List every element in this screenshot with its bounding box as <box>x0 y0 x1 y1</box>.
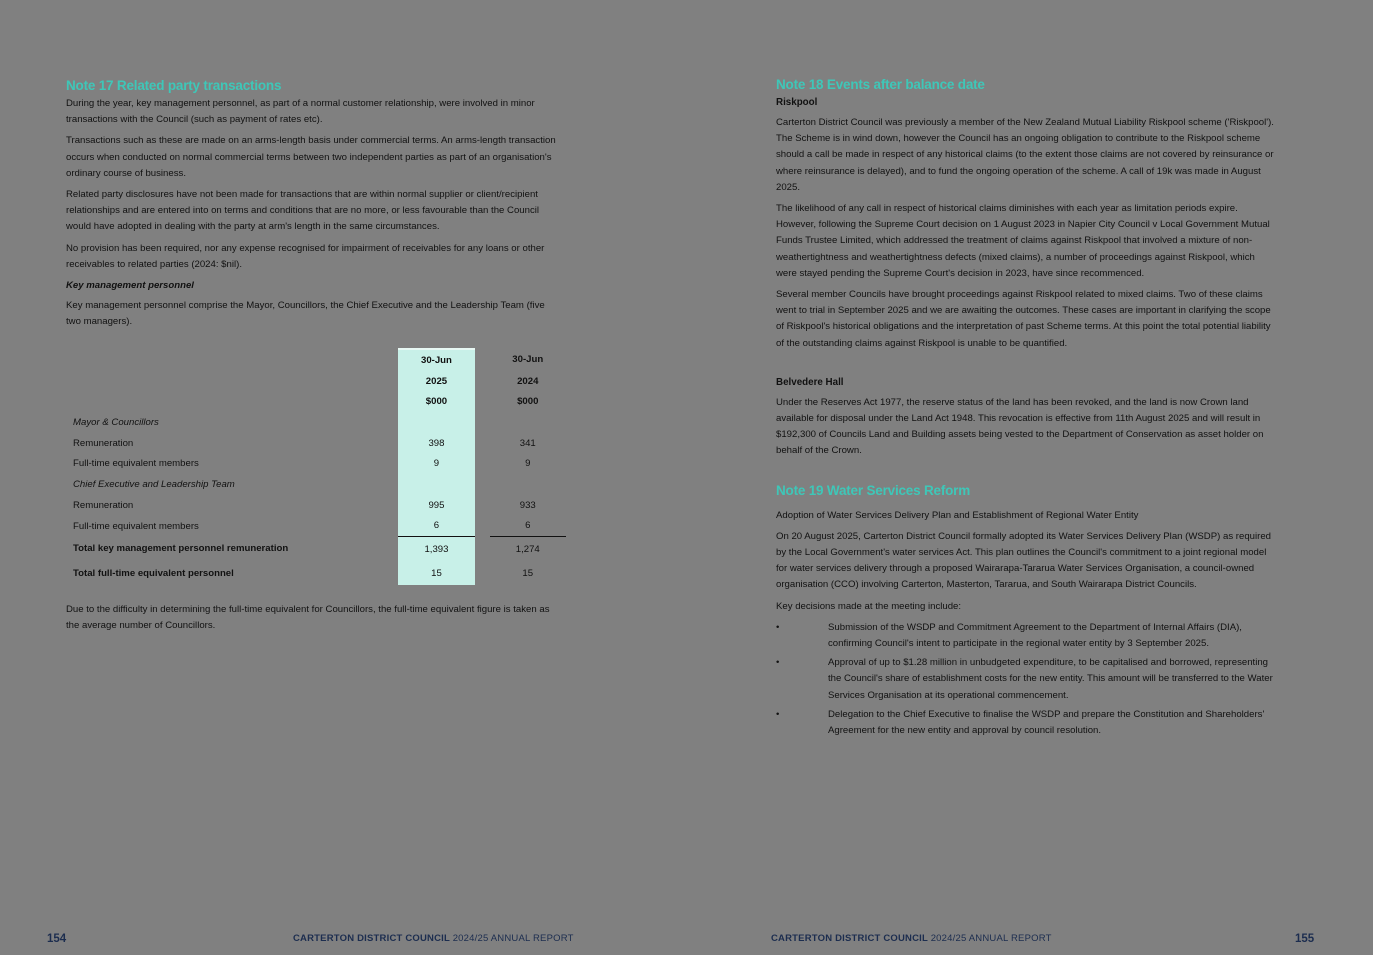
header-2024-date: 30-Jun <box>512 354 544 366</box>
belvedere-heading: Belvedere Hall <box>776 376 844 388</box>
riskpool-paragraph: Carterton District Council was previously a member of the New Zealand Mutual Liability Riskpool scheme ('Riskpool'). The Scheme is in wind down, however the Council has an ongoing obligation to contribute to the Riskpool scheme should a call be made in respect of any historical claims (to the extent those claims are not covered by reinsurance or where reinsurance is delayed), and to fund the ongoing operation of the scheme. A call of 19k was made in August 2025. <box>776 117 1274 193</box>
header-2024-unit: $000 <box>517 396 539 408</box>
table-header-row <box>66 391 566 412</box>
table-total-row <box>66 561 566 585</box>
table-row <box>66 474 566 495</box>
header-2025-year: 2025 <box>398 371 474 392</box>
riskpool-heading: Riskpool <box>776 97 818 108</box>
value-2025: 6 <box>398 516 474 537</box>
note17-paragraph: No provision has been required, nor any expense recognised for impairment of receivables for any loans or other receivables to related parties (2024: $nil). <box>66 242 545 270</box>
table-row <box>66 495 566 516</box>
total-label: Total full-time equivalent personnel <box>73 567 234 579</box>
total-2025: 15 <box>398 561 474 585</box>
note17-paragraph: During the year, key management personnel, as part of a normal customer relationship, were involved in minor transactions with the Council (such as payment of rates etc). <box>66 98 535 126</box>
table-row <box>66 516 566 537</box>
total-2024: 15 <box>522 567 534 579</box>
footer-report: 2024/25 ANNUAL REPORT <box>930 933 1052 944</box>
note17-section <box>66 78 556 335</box>
table-row <box>66 412 566 433</box>
value-2025: 9 <box>398 453 474 474</box>
bullet-icon: • <box>776 657 780 669</box>
row-label: Chief Executive and Leadership Team <box>73 478 235 490</box>
right-page-number: 155 <box>1295 933 1315 945</box>
row-label: Full-time equivalent members <box>73 520 199 532</box>
riskpool-paragraph: The likelihood of any call in respect of historical claims diminishes with each year as limitation periods expire. However, following the Supreme Court decision on 1 August 2023 in Napier City Council v Local Government Mutual Funds Trustee Limited, which addressed the treatment of claims against Riskpool that involved a mixture of non-weathertightness and weathertightness defects (mixed claims), a number of proceedings against Riskpool, which were stayed pending the Supreme Court's decision in 2023, have since recommenced. <box>776 203 1270 279</box>
table-row <box>66 453 566 474</box>
row-label: Remuneration <box>73 499 134 511</box>
right-content <box>776 77 1276 742</box>
total-2024: 1,274 <box>490 537 566 562</box>
header-2025-date: 30-Jun <box>398 349 474 371</box>
left-footer-title <box>293 933 574 944</box>
right-page <box>686 0 1373 955</box>
kmp-table <box>66 348 566 585</box>
bullet-icon: • <box>776 708 780 720</box>
footer-org: CARTERTON DISTRICT COUNCIL <box>293 933 450 944</box>
value-2024: 341 <box>519 437 536 449</box>
table-total-row <box>66 537 566 562</box>
value-2025 <box>398 412 474 433</box>
value-2025: 995 <box>398 495 474 516</box>
row-label: Remuneration <box>73 437 134 449</box>
note19-subheading: Adoption of Water Services Delivery Plan and Establishment of Regional Water Entity <box>776 509 1139 521</box>
note17-paragraph: Related party disclosures have not been made for transactions that are within normal supplier or client/recipient relationships and are entered into on terms and conditions that are no more, or less favourable than the Council would have adopted in dealing with the party at arm's length in the same circumstances. <box>66 189 540 233</box>
right-footer-title <box>771 933 1052 944</box>
value-2024 <box>490 474 566 495</box>
value-2024: 6 <box>525 520 531 532</box>
left-page-number: 154 <box>47 933 67 945</box>
note17-title: Note 17 Related party transactions <box>66 78 282 93</box>
note18-title: Note 18 Events after balance date <box>776 77 985 92</box>
table-row <box>66 433 566 454</box>
value-2024 <box>490 412 566 433</box>
note19-paragraph: On 20 August 2025, Carterton District Council formally adopted its Water Services Delivery Plan (WSDP) as required by the Local Government's water services Act. This plan outlines the Council's commitment to a joint regional model for water services delivery through a proposed Wairarapa-Tararua Water Services Organisation, a council-owned organisation (CCO) involving Carterton, Masterton, Tararua, and South Wairarapa District Councils. <box>776 530 1271 591</box>
value-2024: 9 <box>525 458 531 470</box>
header-2024-year: 2024 <box>517 375 539 387</box>
table-header-row <box>66 349 566 371</box>
row-label: Full-time equivalent members <box>73 458 199 470</box>
row-label: Mayor & Councillors <box>73 416 159 428</box>
bullet-icon: • <box>776 621 780 633</box>
kmp-text: Key management personnel comprise the Mayor, Councillors, the Chief Executive and the Leadership Team (five two managers). <box>66 300 545 328</box>
fte-footnote: Due to the difficulty in determining the full-time equivalent for Councillors, the full-time equivalent figure is taken as the average number of Councillors. <box>66 604 550 632</box>
total-2025: 1,393 <box>398 537 474 562</box>
list-item: • Delegation to the Chief Executive to finalise the WSDP and prepare the Constitution and Shareholders' Agreement for the new entity and approval by council resolution. <box>776 708 1265 737</box>
kmp-heading: Key management personnel <box>66 280 194 292</box>
value-2024: 933 <box>519 499 536 511</box>
total-label: Total key management personnel remuneration <box>73 543 289 555</box>
list-item: • Approval of up to $1.28 million in unbudgeted expenditure, to be capitalised and borrowed, representing the Council's share of establishment costs for the new entity. This amount will be transferred to the Water Services Organisation at its operational commencement. <box>776 657 1273 701</box>
decisions-intro: Key decisions made at the meeting include: <box>776 600 962 612</box>
riskpool-paragraph: Several member Councils have brought proceedings against Riskpool related to mixed claims. Two of these claims went to trial in September 2025 and we are awaiting the outcomes. These cases are important in clarifying the scope of Riskpool's historical obligations and the interpretation of past Scheme terms. At this point the total potential liability of the outstanding claims against Riskpool is unable to be quantified. <box>776 289 1271 349</box>
table-header-row <box>66 371 566 392</box>
value-2025 <box>398 474 474 495</box>
note19-title: Note 19 Water Services Reform <box>776 482 971 498</box>
footer-org: CARTERTON DISTRICT COUNCIL <box>771 933 928 944</box>
header-2025-unit: $000 <box>398 391 474 412</box>
list-item: • Submission of the WSDP and Commitment Agreement to the Department of Internal Affairs (DIA), confirming Council's intent to participate in the regional water entity by 3 September 2025. <box>776 621 1242 650</box>
note17-paragraph: Transactions such as these are made on an arms-length basis under commercial terms. An arms-length transaction occurs when conducted on normal commercial terms between two independent parties as part of an organisation's ordinary course of business. <box>66 135 556 179</box>
footer-report: 2024/25 ANNUAL REPORT <box>452 933 574 944</box>
left-page <box>0 0 686 955</box>
value-2025: 398 <box>398 433 474 454</box>
decisions-list <box>776 620 1276 739</box>
belvedere-paragraph: Under the Reserves Act 1977, the reserve status of the land has been revoked, and the land is now Crown land available for disposal under the Land Act 1948. This revocation is effective from 11th August 2025 and will result in $192,300 of Councils Land and Building assets being vested to the Department of Conservation as asset holder on behalf of the Crown. <box>776 396 1264 457</box>
